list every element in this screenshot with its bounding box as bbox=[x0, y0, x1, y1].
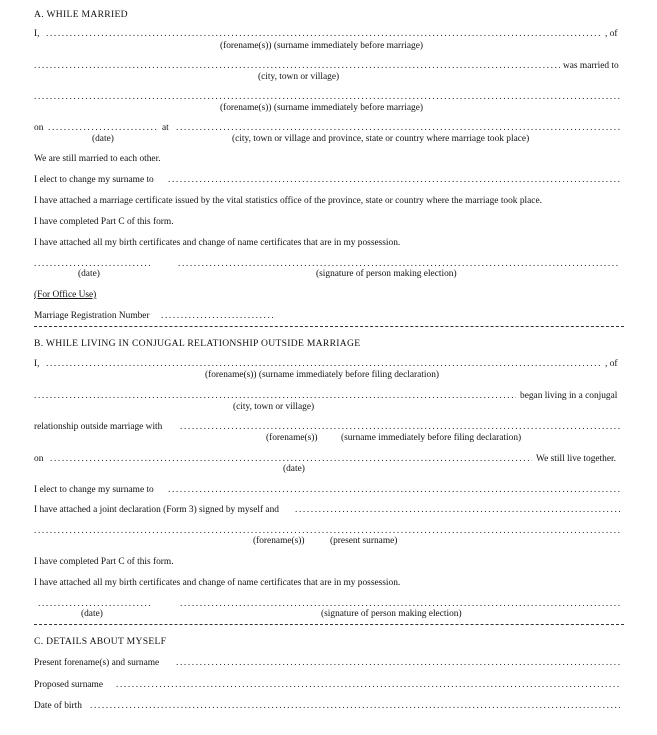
b-elect-label: I elect to change my surname to bbox=[34, 485, 154, 495]
a-attached-certificate: I have attached a marriage certificate issued by the vital statistics office of the province, state or country where the marriage took place. bbox=[34, 196, 542, 206]
a-marriage-reg-label: Marriage Registration Number bbox=[34, 311, 150, 321]
a-of-label: , of bbox=[605, 29, 618, 39]
b-still-live: We still live together. bbox=[536, 454, 616, 464]
c-date-of-birth-field[interactable] bbox=[90, 701, 620, 712]
a-on-label: on bbox=[34, 123, 44, 133]
a-office-use: (For Office Use) bbox=[34, 290, 97, 300]
b-date-caption: (date) bbox=[283, 464, 305, 474]
b-completed-part-c: I have completed Part C of this form. bbox=[34, 557, 174, 567]
section-c-heading: C. DETAILS ABOUT MYSELF bbox=[34, 636, 167, 647]
a-i-label: I, bbox=[34, 29, 40, 39]
b-residence-caption: (city, town or village) bbox=[233, 402, 315, 412]
b-attached-birth: I have attached all my birth certificates and change of name certificates that are in my possession. bbox=[34, 578, 401, 588]
a-new-surname-field[interactable] bbox=[168, 175, 620, 186]
b-forename-caption: (forename(s)) bbox=[266, 433, 318, 443]
b-co-signer-name-field[interactable] bbox=[34, 526, 620, 537]
c-proposed-surname-label: Proposed surname bbox=[34, 680, 103, 690]
a-marriage-place-field[interactable] bbox=[176, 123, 620, 134]
a-signature-caption: (signature of person making election) bbox=[316, 269, 457, 279]
a-residence-field[interactable] bbox=[34, 61, 560, 72]
b-name-caption: (forename(s)) (surname immediately before filing declaration) bbox=[205, 370, 440, 380]
b-partner-field[interactable] bbox=[180, 422, 620, 433]
a-attached-birth: I have attached all my birth certificates and change of name certificates that are in my possession. bbox=[34, 238, 401, 248]
a-marriage-date-field[interactable] bbox=[48, 123, 158, 134]
b-name-field[interactable] bbox=[46, 359, 602, 370]
a-place-caption: (city, town or village and province, state or country where marriage took place) bbox=[232, 134, 530, 144]
a-spouse-name-field[interactable] bbox=[34, 92, 620, 103]
section-divider bbox=[34, 326, 624, 327]
a-name-field[interactable] bbox=[46, 29, 602, 40]
b-began-living-label: began living in a conjugal bbox=[520, 391, 618, 401]
a-spouse-caption: (forename(s)) (surname immediately before marriage) bbox=[220, 103, 424, 113]
a-married-to-label: was married to bbox=[563, 61, 619, 71]
c-present-name-field[interactable] bbox=[176, 658, 620, 669]
c-date-of-birth-label: Date of birth bbox=[34, 701, 82, 711]
b-new-surname-field[interactable] bbox=[168, 485, 620, 496]
b-i-label: I, bbox=[34, 359, 40, 369]
a-sign-date-caption: (date) bbox=[78, 269, 100, 279]
b-residence-field[interactable] bbox=[34, 391, 516, 402]
a-date-caption: (date) bbox=[92, 134, 114, 144]
a-completed-part-c: I have completed Part C of this form. bbox=[34, 217, 174, 227]
b-surname-caption: (surname immediately before filing declaration) bbox=[341, 433, 522, 443]
b-signature-caption: (signature of person making election) bbox=[321, 609, 462, 619]
b-present-surname-caption: (present surname) bbox=[330, 536, 398, 546]
section-b-heading: B. WHILE LIVING IN CONJUGAL RELATIONSHIP OUTSIDE MARRIAGE bbox=[34, 338, 361, 349]
b-joint-declaration-label: I have attached a joint declaration (Form 3) signed by myself and bbox=[34, 505, 279, 515]
a-still-married: We are still married to each other. bbox=[34, 154, 161, 164]
a-residence-caption: (city, town or village) bbox=[258, 72, 340, 82]
b-sign-date-caption: (date) bbox=[81, 609, 103, 619]
section-a-heading: A. WHILE MARRIED bbox=[34, 9, 128, 20]
c-proposed-surname-field[interactable] bbox=[116, 680, 620, 691]
c-present-name-label: Present forename(s) and surname bbox=[34, 658, 160, 668]
b-co-signer-field[interactable] bbox=[295, 505, 620, 516]
a-at-label: at bbox=[162, 123, 169, 133]
b-forename-caption-2: (forename(s)) bbox=[253, 536, 305, 546]
b-of-label: , of bbox=[605, 359, 618, 369]
a-elect-label: I elect to change my surname to bbox=[34, 175, 154, 185]
a-name-caption: (forename(s)) (surname immediately before marriage) bbox=[220, 41, 424, 51]
b-on-label: on bbox=[34, 454, 44, 464]
a-marriage-reg-field[interactable] bbox=[161, 311, 273, 322]
b-relationship-label: relationship outside marriage with bbox=[34, 422, 163, 432]
section-divider bbox=[34, 624, 624, 625]
